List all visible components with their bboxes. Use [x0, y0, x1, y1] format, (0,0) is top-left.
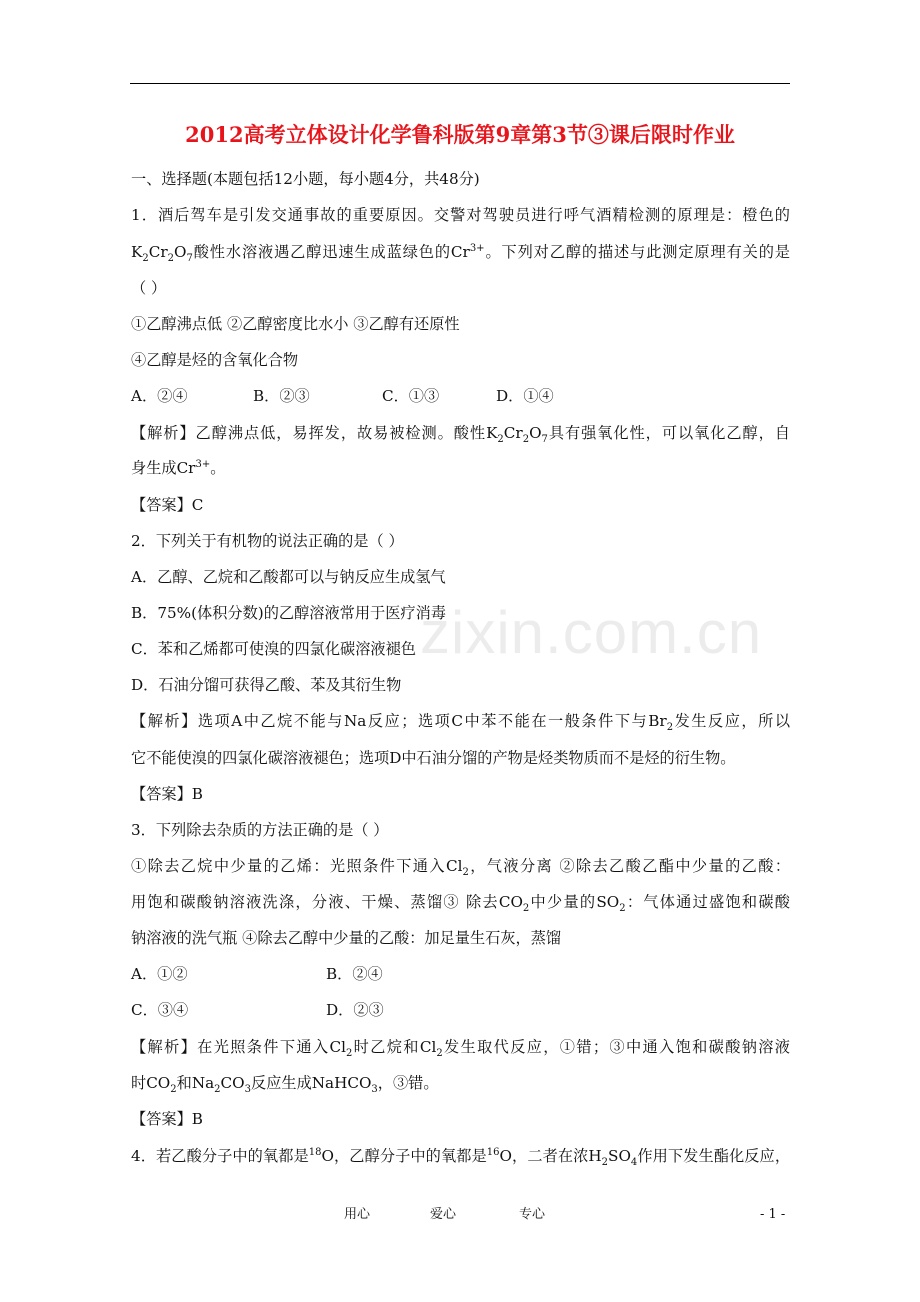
q1-answer: 【答案】C: [131, 496, 204, 514]
q2-analysis-line1: 【解析】选项A中乙烷不能与Na反应；选项C中苯不能在一般条件下与$Br_2$发生反应，所以: [131, 712, 791, 734]
q1-stem-line4: ①乙醇沸点低 ②乙醇密度比水小 ③乙醇有还原性: [131, 315, 460, 333]
q1-stem-line3: （ ）: [131, 279, 167, 297]
q1-stem-line2: $K_2Cr_2O_7$酸性水溶液遇乙醇迅速生成蓝绿色的$Cr^{3+}$。下列对乙醇的描述与此测定原理有关的是: [131, 242, 790, 265]
q3-stem: 3．下列除去杂质的方法正确的是（ ）: [131, 821, 389, 839]
q2-stem: 2．下列关于有机物的说法正确的是（ ）: [131, 532, 404, 550]
footer-item-1: 用心: [344, 1207, 371, 1222]
q3-option-a: A．①②: [131, 965, 188, 983]
q1-option-a: A．②④: [131, 387, 188, 405]
footer-item-3: 专心: [519, 1207, 546, 1222]
q2-option-b: B．75%(体积分数)的乙醇溶液常用于医疗消毒: [131, 604, 446, 622]
q3-analysis-line2: 时$CO_2$和$Na_2CO_3$反应生成NaHCO$_3$，③错。: [131, 1074, 439, 1096]
q3-analysis-line1: 【解析】在光照条件下通入$Cl_2$时乙烷和$Cl_2$发生取代反应，①错；③中通入饱和碳酸钠溶液: [131, 1038, 790, 1060]
q4-stem-line1: 4．若乙酸分子中的氧都是$^{18}$O，乙醇分子中的氧都是$^{16}$O，二者在浓$H_2SO_4$作用下发生酯化反应，: [131, 1146, 791, 1169]
page-number: - 1 -: [760, 1207, 786, 1222]
q1-stem-line1: 1．酒后驾车是引发交通事故的重要原因。交警对驾驶员进行呼气酒精检测的原理是：橙色的: [131, 206, 790, 224]
q2-analysis-line2: 它不能使溴的四氯化碳溶液褪色；选项D中石油分馏的产物是烃类物质而不是烃的衍生物。: [131, 749, 736, 767]
q3-option-b: B．②④: [326, 965, 383, 983]
q2-option-c: C．苯和乙烯都可使溴的四氯化碳溶液褪色: [131, 640, 416, 658]
q1-option-b: B．②③: [253, 387, 310, 405]
q3-stem-line2: ①除去乙烷中少量的乙烯：光照条件下通入$Cl_2$，气液分离 ②除去乙酸乙酯中少量的乙酸：: [131, 857, 791, 879]
q3-answer: 【答案】B: [131, 1110, 203, 1128]
q1-stem-line5: ④乙醇是烃的含氧化合物: [131, 351, 299, 369]
q3-stem-line3: 用饱和碳酸钠溶液洗涤，分液、干燥、蒸馏③ 除去$CO_2$中少量的$SO_2$：气体通过盛饱和碳酸: [131, 893, 790, 915]
watermark: zixin.com.cn: [420, 599, 763, 666]
q2-option-d: D．石油分馏可获得乙酸、苯及其衍生物: [131, 676, 402, 694]
header-rule: [130, 83, 790, 84]
q1-option-c: C．①③: [382, 387, 440, 405]
q1-option-d: D．①④: [496, 387, 554, 405]
q2-option-a: A．乙醇、乙烷和乙酸都可以与钠反应生成氢气: [131, 568, 446, 586]
q3-option-c: C．③④: [131, 1001, 189, 1019]
q1-analysis-line2: 身生成$Cr^{3+}$。: [131, 458, 226, 477]
q3-stem-line4: 钠溶液的洗气瓶 ④除去乙醇中少量的乙酸：加足量生石灰，蒸馏: [131, 929, 562, 947]
q3-option-d: D．②③: [326, 1001, 384, 1019]
section-heading: 一、选择题(本题包括12小题，每小题4分，共48分): [131, 170, 480, 188]
q2-answer: 【答案】B: [131, 785, 203, 803]
page-title: 2012高考立体设计化学鲁科版第9章第3节③课后限时作业: [185, 122, 735, 147]
q1-analysis-line1: 【解析】乙醇沸点低，易挥发，故易被检测。酸性$K_2Cr_2O_7$具有强氧化性，可以氧化乙醇，自: [131, 424, 790, 446]
footer-item-2: 爱心: [430, 1207, 457, 1222]
